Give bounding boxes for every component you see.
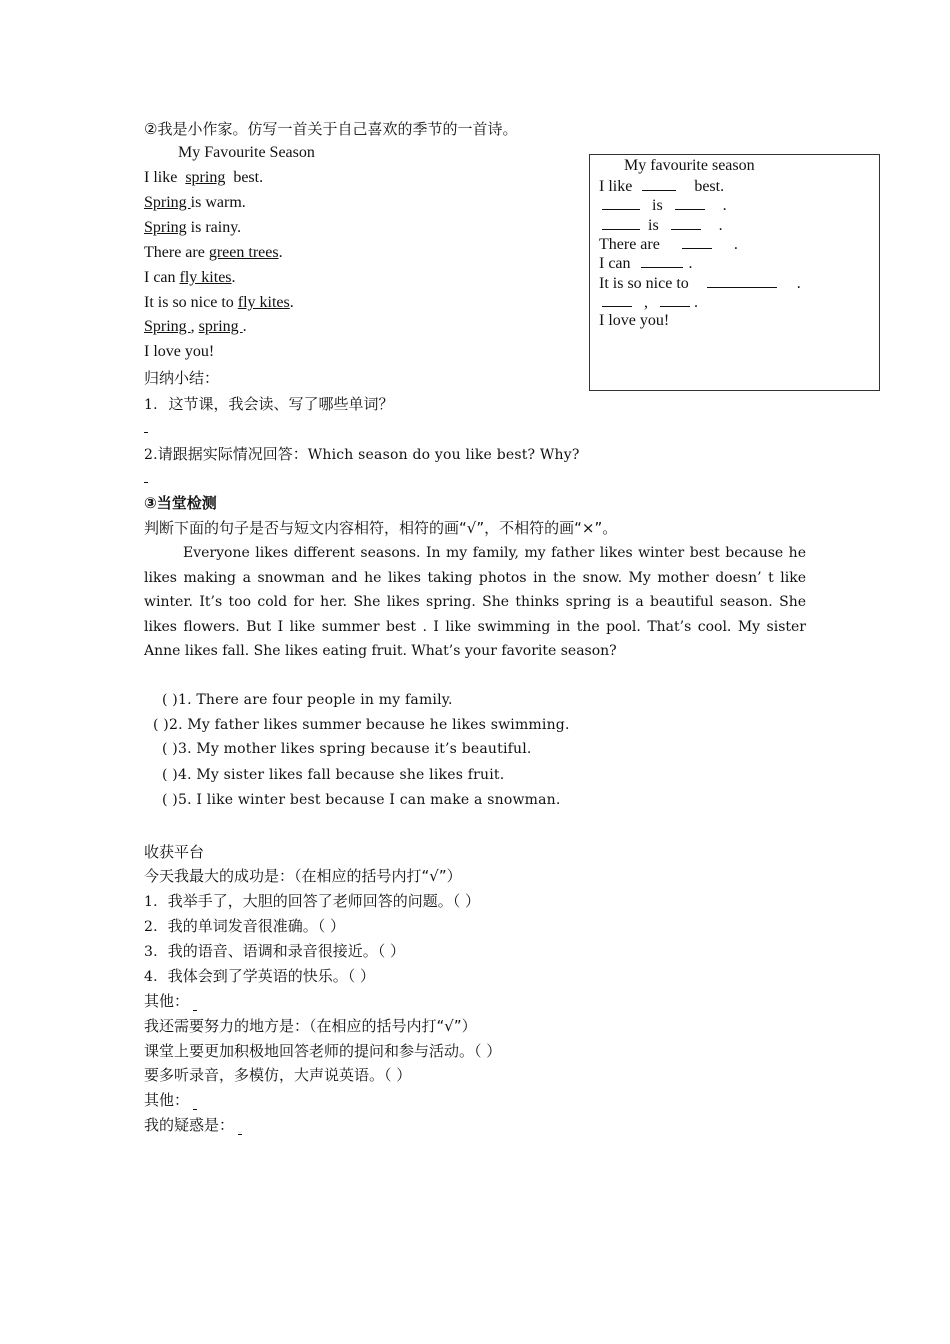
blank-field[interactable] xyxy=(641,253,683,268)
quiz-item-1[interactable]: ( )1. There are four people in my family. xyxy=(162,692,453,708)
poem-template-box xyxy=(589,154,880,391)
template-line-7: , . xyxy=(602,292,698,312)
blank-field[interactable] xyxy=(602,195,640,210)
blank-field[interactable] xyxy=(707,273,777,288)
success-item-2[interactable]: 2. 我的单词发音很准确。（ ） xyxy=(144,917,346,935)
poem-line-4: There are green trees. xyxy=(144,244,283,261)
template-title: My favourite season xyxy=(624,157,755,174)
poem-line-5: I can fly kites. xyxy=(144,269,236,286)
summary-question-1: 1. 这节课，我会读、写了哪些单词？ xyxy=(144,395,394,413)
quiz-passage: Everyone likes different seasons. In my family, my father likes winter best because he likes making a snowman and he likes taking photos in the snow. My mother doesn’ t like winter. It’s too cold for her. She likes spring. She thinks spring is a beautiful season. She likes flowers. But I like summer best . I like swimming in the pool. That’s cool. My sister Anne likes fall. She likes eating fruit. What’s your favorite season? xyxy=(144,545,806,660)
answer-line[interactable] xyxy=(193,1109,197,1110)
success-item-4[interactable]: 4. 我体会到了学英语的快乐。（ ） xyxy=(144,967,376,985)
effort-item-2[interactable]: 要多听录音，多模仿，大声说英语。（ ） xyxy=(144,1066,412,1084)
success-heading: 今天我最大的成功是：（在相应的括号内打“√”） xyxy=(144,867,462,885)
poem-line-1: I like spring best. xyxy=(144,169,264,186)
poem-line-7: Spring , spring . xyxy=(144,318,247,335)
answer-line[interactable] xyxy=(144,432,148,433)
poem-closing: I love you! xyxy=(144,343,215,360)
blank-field[interactable] xyxy=(602,215,640,230)
quiz-title: ③当堂检测 xyxy=(144,494,217,512)
blank-field[interactable] xyxy=(660,292,690,307)
poem-line-6: It is so nice to fly kites. xyxy=(144,294,294,311)
poem-line-3: Spring is rainy. xyxy=(144,219,242,236)
poem-title: My Favourite Season xyxy=(178,144,315,161)
success-item-1[interactable]: 1. 我举手了，大胆的回答了老师回答的问题。（ ） xyxy=(144,892,481,910)
answer-line[interactable] xyxy=(238,1134,242,1135)
blank-field[interactable] xyxy=(602,292,632,307)
doubt-field: 我的疑惑是： xyxy=(144,1114,242,1135)
quiz-instruction: 判断下面的句子是否与短文内容相符，相符的画“√”，不相符的画“×”。 xyxy=(144,519,618,537)
blank-field[interactable] xyxy=(682,234,712,249)
quiz-item-3[interactable]: ( )3. My mother likes spring because it’s beautiful. xyxy=(162,741,532,757)
blank-field[interactable] xyxy=(675,195,705,210)
template-line-3: is . xyxy=(602,215,723,235)
template-closing: I love you! xyxy=(599,312,670,329)
answer-line[interactable] xyxy=(193,1010,197,1011)
harvest-title: 收获平台 xyxy=(144,843,205,861)
poem-line-2: Spring is warm. xyxy=(144,194,246,211)
other-field-1: 其他： xyxy=(144,990,197,1011)
template-line-4: There are . xyxy=(599,236,738,253)
effort-heading: 我还需要努力的地方是：（在相应的括号内打“√”） xyxy=(144,1017,477,1035)
writing-task-title: ②我是小作家。仿写一首关于自己喜欢的季节的一首诗。 xyxy=(144,120,518,138)
other-field-2: 其他： xyxy=(144,1089,197,1110)
template-line-1: I like best. xyxy=(599,178,725,195)
answer-line[interactable] xyxy=(144,482,148,483)
blank-field[interactable] xyxy=(642,176,676,191)
effort-item-1[interactable]: 课堂上要更加积极地回答老师的提问和参与活动。（ ） xyxy=(144,1042,502,1060)
quiz-item-2[interactable]: ( )2. My father likes summer because he likes swimming. xyxy=(153,717,570,733)
summary-title: 归纳小结： xyxy=(144,369,220,387)
template-line-2: is . xyxy=(602,195,727,215)
template-line-5: I can . xyxy=(599,255,693,272)
blank-field[interactable] xyxy=(671,215,701,230)
quiz-item-4[interactable]: ( )4. My sister likes fall because she likes fruit. xyxy=(162,767,505,783)
summary-question-2: 2.请跟据实际情况回答：Which season do you like best? Why? xyxy=(144,445,580,463)
success-item-3[interactable]: 3. 我的语音、语调和录音很接近。（ ） xyxy=(144,942,406,960)
template-line-6: It is so nice to . xyxy=(599,275,801,292)
quiz-item-5[interactable]: ( )5. I like winter best because I can make a snowman. xyxy=(162,792,561,808)
